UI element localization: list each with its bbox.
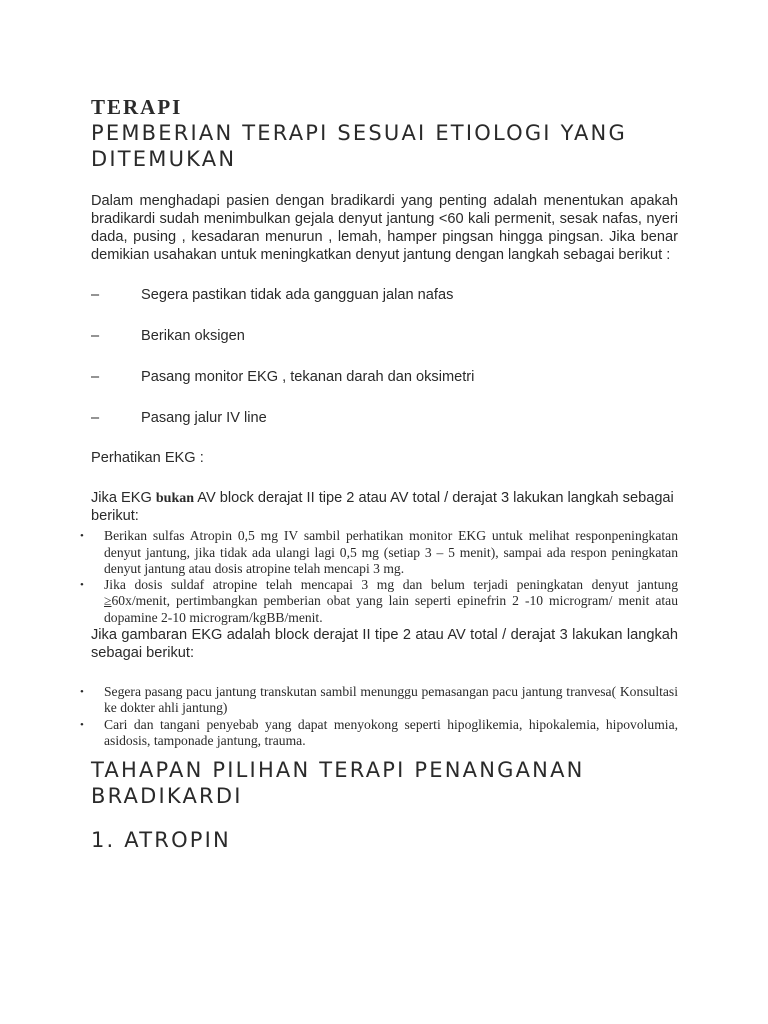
document-page — [80, 94, 678, 853]
dash-marker: – — [91, 369, 100, 385]
dash-marker: – — [91, 287, 100, 303]
step-text: Pasang monitor EKG , tekanan darah dan oksimetri — [141, 369, 475, 385]
bukan-av-block-intro — [91, 489, 678, 525]
perhatikan-ekg: Perhatikan EKG : — [91, 450, 204, 466]
bukan-bold: bukan — [155, 491, 195, 506]
block-bullet-list — [80, 684, 678, 749]
list-item — [80, 684, 678, 717]
step-text: Segera pastikan tidak ada gangguan jalan nafas — [141, 287, 454, 303]
step-item — [91, 409, 678, 427]
intro-paragraph: Dalam menghadapi pasien dengan bradikardi yang penting adalah menentukan apakah bradikardi sudah menimbulkan gejala denyut jantung <60 kali permenit, sesak nafas, nyeri dada, pusing , kesadaran menurun , lemah, hamper pingsan hingga pingsan. Jika benar demikian usahakan untuk meningkatkan denyut jantung dengan langkah sebagai berikut : — [91, 193, 678, 263]
bukan-pre: Jika EKG — [91, 490, 156, 506]
list-item — [80, 716, 678, 750]
bullet-icon: • — [80, 530, 84, 543]
step-text: Berikan oksigen — [141, 328, 245, 344]
heading-atropin: 1. ATROPIN — [91, 828, 231, 853]
heading-pemberian-terapi: PEMBERIAN TERAPI SESUAI ETIOLOGI YANG DITEMUKAN — [91, 121, 627, 171]
step-item — [91, 286, 678, 304]
bullet-icon: • — [80, 718, 84, 731]
list-item — [80, 577, 678, 626]
bullet-text-post: 60x/menit, pertimbangkan pemberian obat yang lain seperti epinefrin 2 -10 microgram/ menit atau dopamine 2-10 microgram/kgBB/menit. — [104, 593, 678, 625]
step-text: Pasang jalur IV line — [141, 410, 267, 426]
bullet-icon: • — [80, 579, 84, 592]
steps-list — [91, 286, 678, 427]
bullet-text: Segera pasang pacu jantung transkutan sambil menunggu pemasangan pacu jantung tranvesa( Konsultasi ke dokter ahli jantung) — [104, 684, 678, 716]
bullet-icon: • — [80, 686, 84, 699]
greater-equal-sign: ≥ — [104, 593, 112, 609]
heading-tahapan: TAHAPAN PILIHAN TERAPI PENANGANAN BRADIKARDI — [91, 758, 585, 809]
list-item — [80, 528, 678, 577]
dash-marker: – — [91, 328, 100, 344]
block-section-intro: Jika gambaran EKG adalah block derajat II tipe 2 atau AV total / derajat 3 lakukan langkah sebagai berikut: — [91, 627, 678, 662]
bullet-text: Cari dan tangani penyebab yang dapat menyokong seperti hipoglikemia, hipokalemia, hipovolumia, asidosis, tamponade jantung, trauma. — [104, 716, 678, 748]
dash-marker: – — [91, 410, 100, 426]
bullet-text-pre: Jika dosis suldaf atropine telah mencapai 3 mg dan belum terjadi peningkatan denyut jantung — [104, 577, 678, 593]
heading-terapi: TERAPI — [91, 95, 183, 119]
step-item — [91, 368, 678, 386]
bukan-post: AV block derajat II tipe 2 atau AV total / derajat 3 lakukan langkah sebagai berikut: — [91, 490, 674, 525]
bukan-bullet-list — [80, 528, 678, 626]
bullet-text: Berikan sulfas Atropin 0,5 mg IV sambil perhatikan monitor EKG untuk melihat responpeningkatan denyut jantung, jika tidak ada ulangi lagi 0,5 mg (setiap 3 – 5 menit), sampai ada respon peningkatan denyut jantung atau dosis atropine telah mencapi 3 mg. — [104, 528, 678, 576]
step-item — [91, 327, 678, 345]
